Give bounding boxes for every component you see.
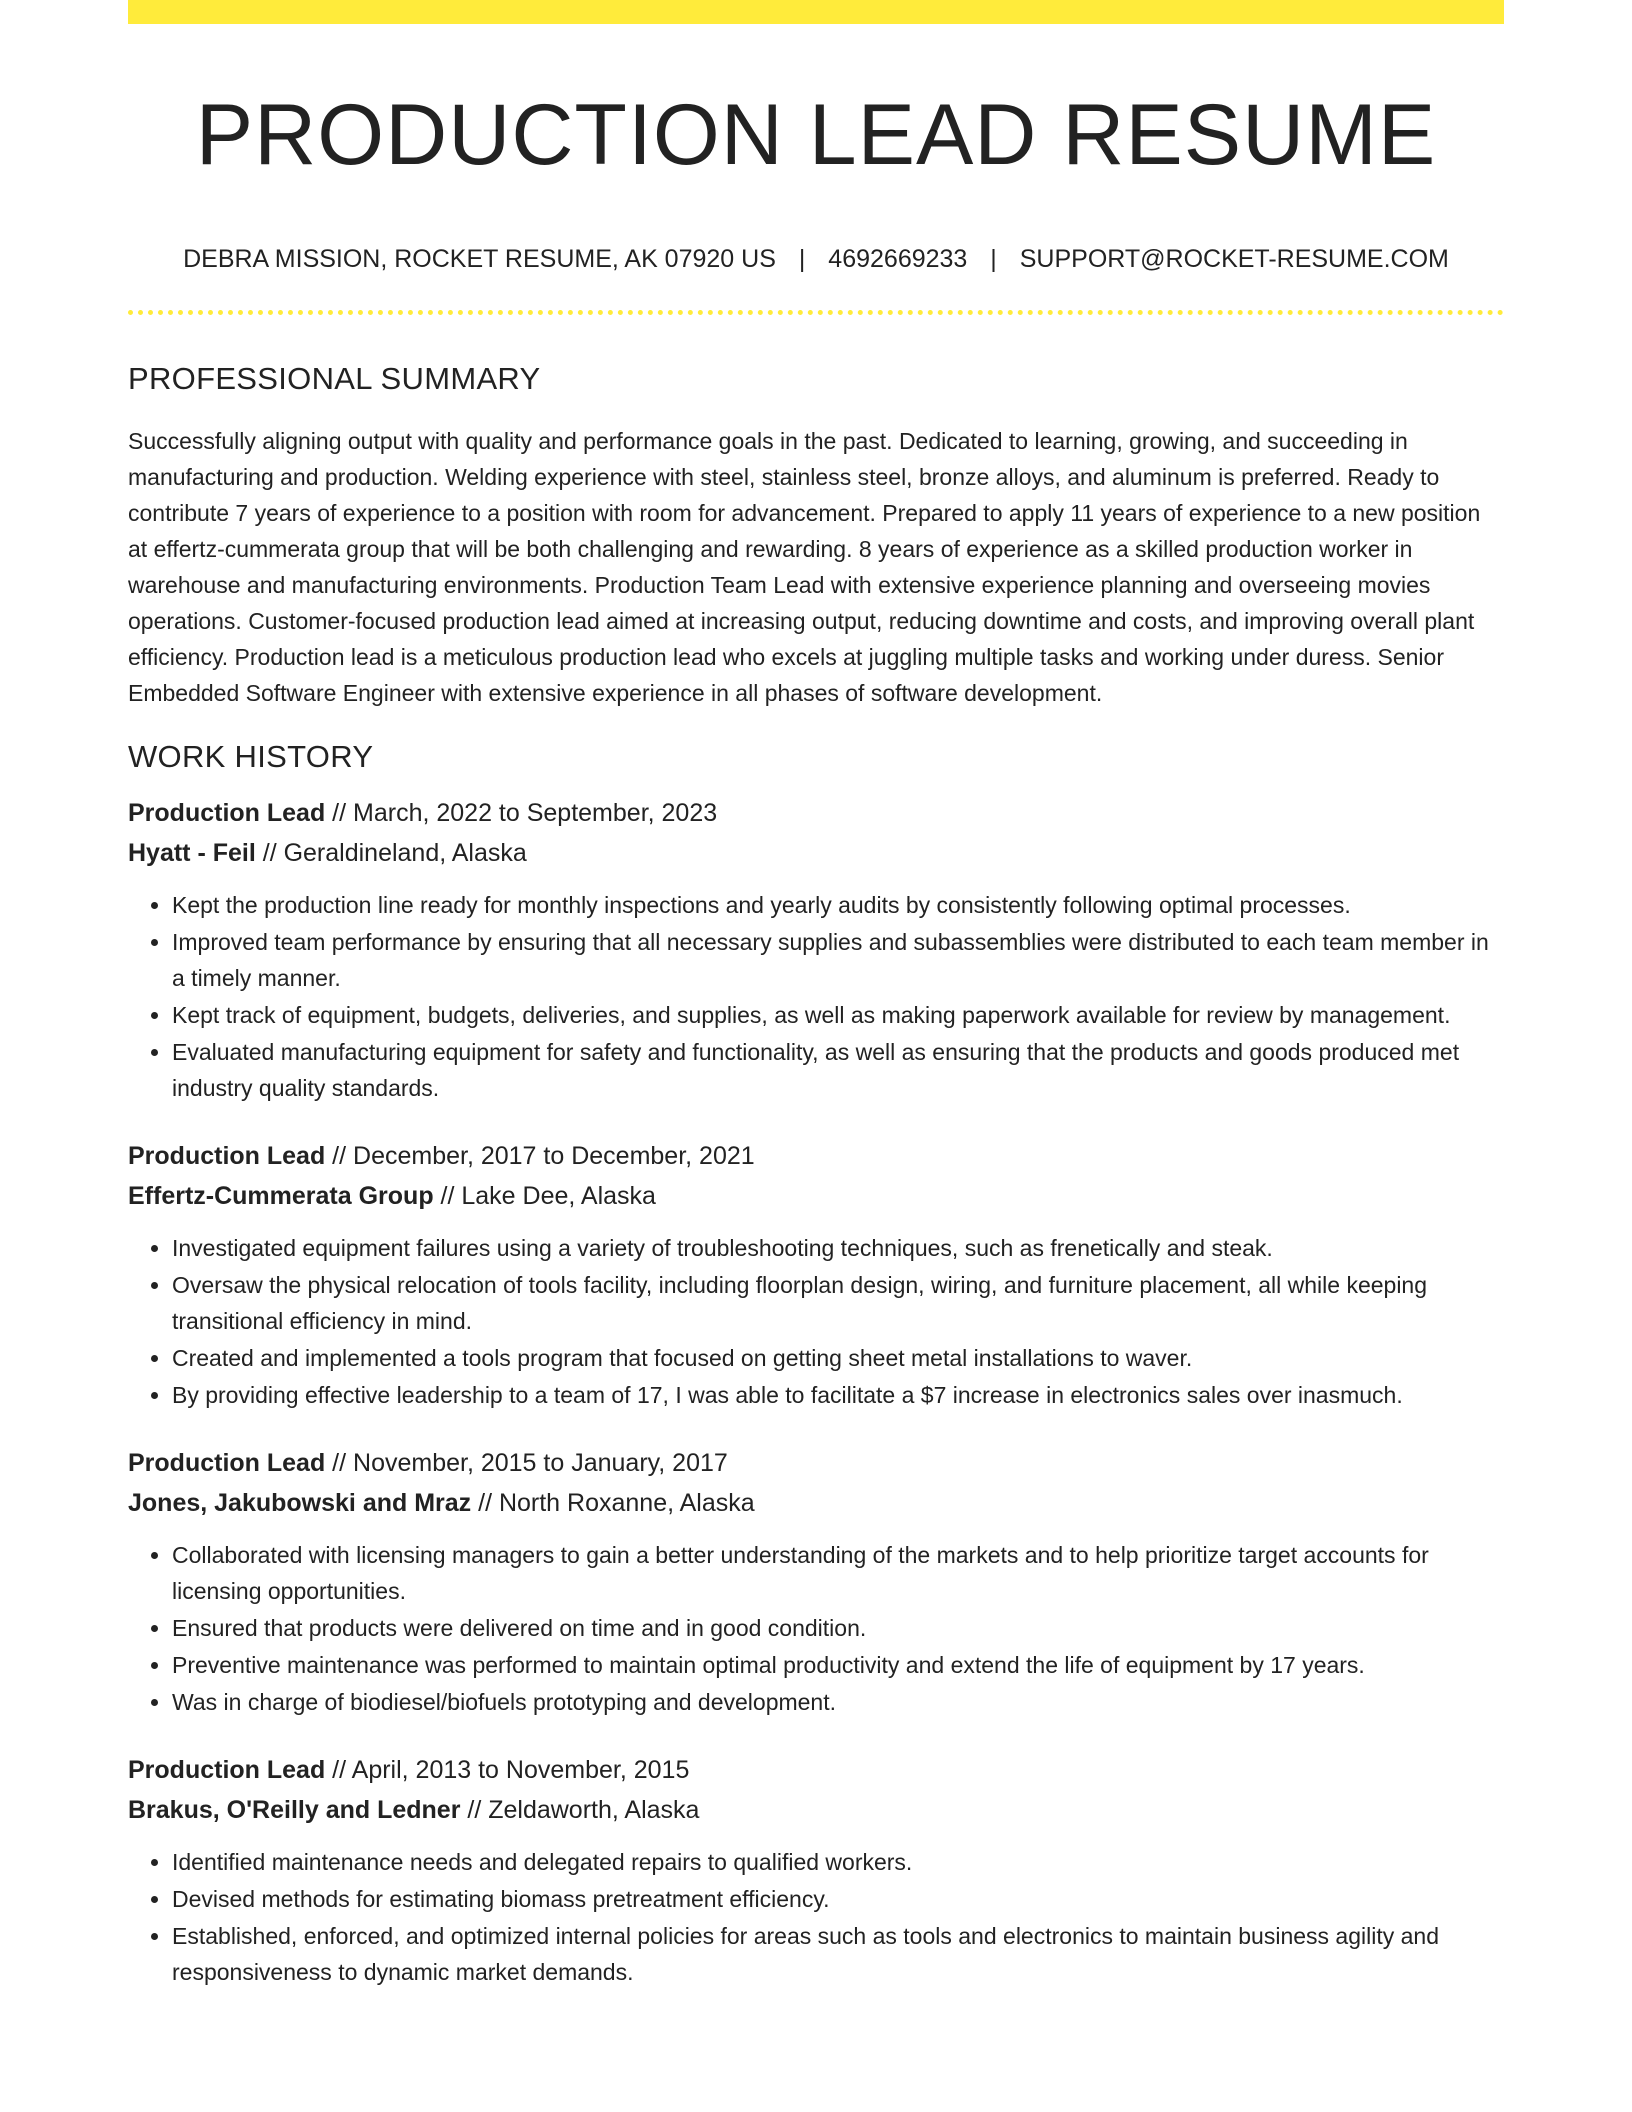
- resume-title: PRODUCTION LEAD RESUME: [195, 87, 1437, 183]
- job-bullet: • Created and implemented a tools program that focused on getting sheet metal installations to waver.: [172, 1340, 1504, 1376]
- job-dates: // March, 2022 to September, 2023: [325, 799, 718, 828]
- job-bullet: • Investigated equipment failures using a variety of troubleshooting techniques, such as frenetically and steak.: [172, 1230, 1504, 1266]
- job-company: Brakus, O'Reilly and Ledner: [128, 1796, 461, 1825]
- job-entry: [128, 1443, 1504, 1720]
- summary-heading: PROFESSIONAL SUMMARY: [128, 361, 541, 397]
- job-company: Hyatt - Feil: [128, 839, 256, 868]
- contact-address: DEBRA MISSION, ROCKET RESUME, AK 07920 US: [183, 245, 776, 274]
- job-title: Production Lead: [128, 799, 326, 828]
- job-title-line: [128, 793, 1504, 833]
- job-bullet: • Kept track of equipment, budgets, deliveries, and supplies, as well as making paperwork available for review by management.: [172, 997, 1504, 1033]
- contact-phone: 4692669233: [828, 245, 968, 274]
- job-bullet: • Established, enforced, and optimized internal policies for areas such as tools and electronics to maintain business agility and responsiveness to dynamic market demands.: [172, 1918, 1504, 1990]
- contact-email: SUPPORT@ROCKET-RESUME.COM: [1019, 245, 1449, 274]
- job-bullet: • Identified maintenance needs and delegated repairs to qualified workers.: [172, 1844, 1504, 1880]
- job-bullet-list: [128, 1230, 1504, 1413]
- job-dates: // November, 2015 to January, 2017: [325, 1449, 728, 1478]
- job-company-line: [128, 1483, 1504, 1523]
- contact-line: [128, 245, 1504, 274]
- job-title: Production Lead: [128, 1756, 326, 1785]
- job-location: // Lake Dee, Alaska: [433, 1182, 656, 1211]
- dotted-divider: [128, 310, 1504, 315]
- job-bullet: • Ensured that products were delivered on time and in good condition.: [172, 1610, 1504, 1646]
- contact-separator: |: [990, 245, 997, 274]
- job-company: Effertz-Cummerata Group: [128, 1182, 434, 1211]
- contact-separator: |: [798, 245, 806, 274]
- job-bullet-list: [128, 887, 1504, 1106]
- job-bullet: • Evaluated manufacturing equipment for safety and functionality, as well as ensuring that the products and goods produced met industry quality standards.: [172, 1034, 1504, 1106]
- summary-text: Successfully aligning output with quality and performance goals in the past. Dedicated to learning, growing, and succeeding in manufacturing and production. Welding experience with steel, stainless steel, bronze alloys, and aluminum is preferred. Ready to contribute 7 years of experience to a position with room for advancement. Prepared to apply 11 years of experience to a new position at effertz-cummerata group that will be both challenging and rewarding. 8 years of experience as a skilled production worker in warehouse and manufacturing environments. Production Team Lead with extensive experience planning and overseeing movies operations. Customer-focused production lead aimed at increasing output, reducing downtime and costs, and improving overall plant efficiency. Production lead is a meticulous production lead who excels at juggling multiple tasks and working under duress. Senior Embedded Software Engineer with extensive experience in all phases of software development.: [128, 428, 1481, 707]
- job-location: // Geraldineland, Alaska: [255, 839, 527, 868]
- job-bullet: • Oversaw the physical relocation of tools facility, including floorplan design, wiring, and furniture placement, all while keeping transitional efficiency in mind.: [172, 1267, 1504, 1339]
- job-bullet: • Collaborated with licensing managers to gain a better understanding of the markets and to help prioritize target accounts for licensing opportunities.: [172, 1537, 1504, 1609]
- job-location: // Zeldaworth, Alaska: [460, 1796, 700, 1825]
- job-title: Production Lead: [128, 1142, 326, 1171]
- job-bullet: • Improved team performance by ensuring that all necessary supplies and subassemblies were distributed to each team member in a timely manner.: [172, 924, 1504, 996]
- job-dates: // April, 2013 to November, 2015: [325, 1756, 690, 1785]
- job-bullet: • Was in charge of biodiesel/biofuels prototyping and development.: [172, 1684, 1504, 1720]
- job-title-line: [128, 1443, 1504, 1483]
- job-bullet: • Kept the production line ready for monthly inspections and yearly audits by consistently following optimal processes.: [172, 887, 1504, 923]
- job-company-line: [128, 833, 1504, 873]
- job-location: // North Roxanne, Alaska: [471, 1489, 755, 1518]
- job-title: Production Lead: [128, 1449, 326, 1478]
- top-accent-bar: [128, 0, 1504, 24]
- work-history-heading: WORK HISTORY: [128, 739, 374, 775]
- job-bullet-list: [128, 1537, 1504, 1720]
- job-entry: [128, 1750, 1504, 1990]
- job-company: Jones, Jakubowski and Mraz: [128, 1489, 472, 1518]
- job-bullet: • Preventive maintenance was performed to maintain optimal productivity and extend the life of equipment by 17 years.: [172, 1647, 1504, 1683]
- job-title-line: [128, 1136, 1504, 1176]
- resume-page: [128, 0, 1504, 1991]
- job-entry: [128, 793, 1504, 1106]
- job-company-line: [128, 1790, 1504, 1830]
- job-bullet: • Devised methods for estimating biomass pretreatment efficiency.: [172, 1881, 1504, 1917]
- job-company-line: [128, 1176, 1504, 1216]
- job-title-line: [128, 1750, 1504, 1790]
- job-bullet: • By providing effective leadership to a team of 17, I was able to facilitate a $7 increase in electronics sales over inasmuch.: [172, 1377, 1504, 1413]
- job-bullet-list: [128, 1844, 1504, 1990]
- job-entry: [128, 1136, 1504, 1413]
- job-dates: // December, 2017 to December, 2021: [325, 1142, 755, 1171]
